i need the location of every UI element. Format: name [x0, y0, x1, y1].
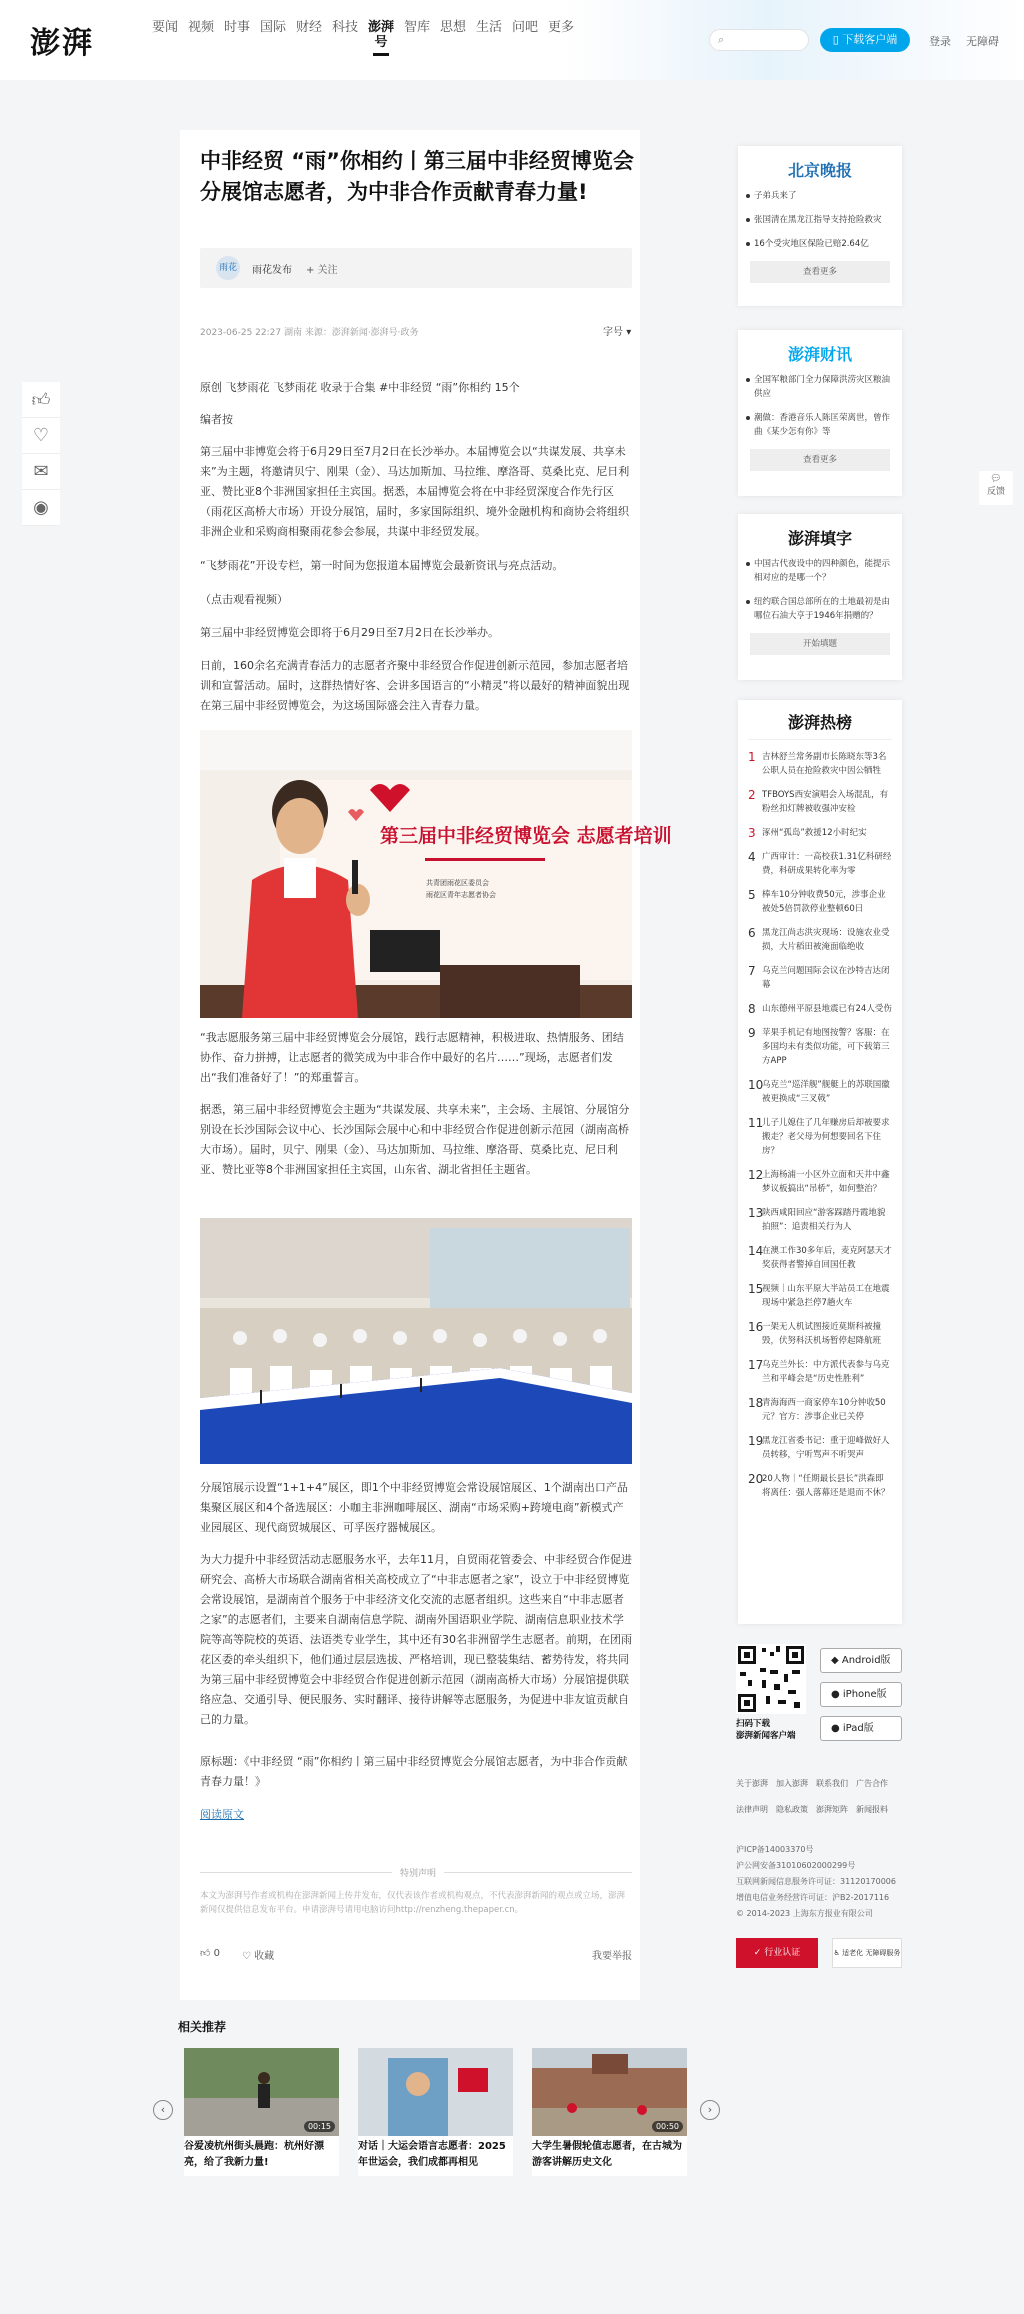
hot-item[interactable]: 3 涿州“孤岛”救援12小时纪实 [748, 826, 867, 840]
footer-link[interactable]: 新闻报料 [856, 1805, 888, 1814]
hot-item[interactable]: 7 乌克兰问题国际会议在沙特吉达闭幕 [748, 964, 890, 990]
avatar[interactable]: 雨花 [216, 256, 240, 280]
start-puzzle-button[interactable]: 开始填题 [750, 633, 890, 655]
hot-item[interactable]: 15 视频｜山东平原大半站员工在地震现场中紧急拦停7趟火车 [748, 1282, 890, 1308]
main-nav [152, 20, 584, 56]
hot-item[interactable]: 16 一架无人机试图接近莫斯科被撞毁，伏努科沃机场暂停起降航班 [748, 1320, 882, 1346]
card-item[interactable]: 中国古代夜设中的四种颜色，能提示相对应的是哪一个？ [746, 557, 894, 585]
paragraph: “飞梦雨花”开设专栏，第一时间为您报道本届博览会最新资讯与亮点活动。 [200, 559, 564, 572]
paragraph: 原创 飞梦雨花 飞梦雨花 收录于合集 #中非经贸 “雨”你相约 15个 [200, 381, 520, 394]
hot-item[interactable]: 4 广西审计：一高校获1.31亿科研经费，科研成果转化率为零 [748, 850, 892, 876]
nav-item[interactable]: 生活 [476, 20, 503, 35]
hot-item[interactable]: 20 20人物｜“任期最长县长”洪森即将离任：强人落幕还是退而不休？ [748, 1472, 890, 1498]
hot-item[interactable]: 1 吉林舒兰常务副市长陈晓东等3名公职人员在抢险救灾中因公牺牲 [748, 750, 887, 776]
nav-item[interactable]: 视频 [188, 20, 215, 35]
card-item[interactable]: 潮做：香港音乐人陈匡荣离世，曾作曲《某少怎有你》等 [746, 411, 894, 439]
footer-link[interactable]: 法律声明 [736, 1805, 768, 1814]
footer-link[interactable]: 联系我们 [816, 1779, 848, 1788]
industry-cert-badge[interactable]: ✓ 行业认证 [736, 1938, 818, 1968]
training-photo [200, 730, 672, 1018]
related-image [184, 2048, 339, 2136]
card-logo[interactable]: 北京晚报 [787, 161, 852, 180]
search-icon: ⌕ [718, 33, 725, 46]
accessibility-link[interactable]: 无障碍 [966, 35, 999, 48]
hot-item[interactable]: 5 棒车10分钟收费50元，涉事企业被处5倍罚款停业整顿60日 [748, 888, 886, 914]
related-caption: 对话｜大运会语言志愿者：2025年世运会，我们成都再相见 [358, 2141, 506, 2168]
footer-link[interactable]: 广告合作 [856, 1779, 888, 1788]
weibo-icon[interactable]: ◉ [22, 490, 60, 526]
nav-item[interactable]: 问吧 [512, 20, 539, 35]
hot-item[interactable]: 9 苹果手机记有地图按警？客服：在多国均未有类似功能，可下载第三方APP [748, 1026, 890, 1066]
qr-code [736, 1644, 806, 1714]
hot-list [738, 700, 902, 1624]
sidebar-card-crossword [738, 514, 902, 680]
paragraph: 日前，160余名充满青春活力的志愿者齐聚中非经贸合作促进创新示范园，参加志愿者培训和宣誓活动。届时，这群热情好客、会讲多国语言的“小精灵”将以最好的精神面貌出现在第三届中非经贸博览会，为这场国际盛会注入青春力量。 [200, 659, 630, 712]
report-link[interactable]: 我要举报 [592, 1951, 632, 1962]
like-button[interactable]: 👍︎ 0 [200, 1948, 221, 1959]
card-logo[interactable]: 澎湃填字 [787, 529, 852, 548]
card-item[interactable]: 全国军粮部门全力保障洪涝灾区粮油供应 [746, 373, 894, 401]
related-caption: 大学生暑假轮值志愿者，在古城为游客讲解历史文化 [532, 2141, 682, 2168]
heart-icon: ♡ [242, 1951, 255, 1962]
related-title: 相关推荐 [178, 2020, 227, 2034]
article-image-classroom [200, 1218, 632, 1464]
see-more-button[interactable]: 查看更多 [750, 261, 890, 283]
article-title: 中非经贸 “雨”你相约丨第三届中非经贸博览会分展馆志愿者，为中非合作贡献青春力量! [200, 149, 634, 204]
hot-item[interactable]: 17 乌克兰外长：中方派代表参与乌克兰和平峰会是“历史性胜利” [748, 1358, 890, 1384]
related-card[interactable] [358, 2048, 513, 2176]
heart-icon[interactable]: ♡ [22, 418, 60, 454]
hot-item[interactable]: 19 黑龙江省委书记：重于迎峰做好人员转移，宁听骂声不听哭声 [748, 1434, 890, 1460]
wheelchair-icon: ♿ [833, 1949, 843, 1957]
hot-item[interactable]: 2 TFBOYS西安演唱会入场混乱，有粉丝扣灯牌被收强冲安检 [748, 788, 889, 814]
footer-links [736, 1778, 906, 1789]
nav-item[interactable]: 要闻 [152, 20, 179, 35]
feedback-button[interactable]: 💬︎ 反馈 [979, 471, 1013, 505]
related-card[interactable] [184, 2048, 339, 2176]
paragraph: 原标题：《中非经贸 “雨”你相约丨第三届中非经贸博览会分展馆志愿者，为中非合作贡献青春力量！》 [200, 1755, 628, 1788]
nav-item-active[interactable]: 澎湃号 [368, 20, 394, 56]
svg-text:共青团雨花区委员会: 共青团雨花区委员会 [426, 879, 489, 887]
share-column [22, 382, 60, 526]
related-image [358, 2048, 513, 2136]
hot-item[interactable]: 11 儿子儿媳住了几年赚房后却被要求搬走？老父母为何想要回名下住房？ [748, 1116, 890, 1156]
hot-item[interactable]: 6 黑龙江尚志洪灾现场：设施农业受损，大片稻田被淹面临绝收 [748, 926, 890, 952]
card-item[interactable]: 张国清在黑龙江指导支持抢险救灾 [746, 213, 894, 227]
card-item[interactable]: 纽约联合国总部所在的土地最初是由哪位石油大亨于1946年捐赠的？ [746, 595, 894, 623]
collect-button[interactable]: ♡ 收藏 [242, 1951, 275, 1962]
card-logo[interactable]: 澎湃财讯 [787, 345, 852, 364]
related-image [532, 2048, 687, 2136]
thumb-up-icon: 👍︎ [200, 1948, 214, 1959]
nav-item[interactable]: 智库 [404, 20, 431, 35]
chat-icon: 💬︎ [990, 474, 1002, 484]
paragraph: （点击观看视频） [200, 593, 288, 606]
apple-icon: ● [831, 1723, 843, 1734]
paragraph: 为大力提升中非经贸活动志愿服务水平，去年11月，自贸雨花管委会、中非经贸合作促进研究会、高桥大市场联合湖南省相关高校成立了“中非志愿者之家”，设立于中非经贸博览会常设展馆，是湖南首个服务于中非经济文化交流的志愿者组织。这些来自“中非志愿者之家”的志愿者们，主要来自湖南信息学院、湖南外国语职业学院、湖南信息职业技术学院等高等院校的英语、法语类专业学生，其中还有30名非洲留学生志愿者。前期，在团雨花区委的牵头组织下，他们通过层层选拔、严格培训，现已整装集结、蓄势待发，将共同为第三届中非经贸博览会中非经贸合作促进创新示范园（湖南高桥大市场）分展馆提供联络应急、交通引导、便民服务、实时翻译、接待讲解等志愿服务，为促进中非友谊贡献自己的力量。 [200, 1553, 632, 1726]
paragraph: 据悉，第三届中非经贸博览会主题为“共谋发展、共享未来”，主会场、主展馆、分展馆分别设在长沙国际会议中心、长沙国际会展中心和中非经贸合作促进创新示范园（湖南高桥大市场）。届时，贝宁、刚果（金）、马达加斯加、马拉维、摩洛哥、莫桑比克、尼日利亚、赞比亚等8个非洲国家担任主宾国，山东省、湖北省担任主题省。 [200, 1103, 630, 1176]
hot-item[interactable]: 8 山东德州平原县地震已有24人受伤 [748, 1002, 892, 1016]
footer-link[interactable]: 关于澎湃 [736, 1779, 768, 1788]
paragraph: “我志愿服务第三届中非经贸博览会分展馆，践行志愿精神，积极进取、热情服务、团结协作、奋力拼搏，让志愿者的微笑成为中非合作中最好的名片……”现场，志愿者们发出“我们准备好了！”的郑重誓言。 [200, 1031, 624, 1084]
login-link[interactable]: 登录 [929, 35, 951, 48]
see-more-button[interactable]: 查看更多 [750, 449, 890, 471]
declaration-title: 特别声明 [392, 1866, 444, 1879]
phone-icon: ▯ [832, 33, 843, 46]
svg-text:雨花区青年志愿者协会: 雨花区青年志愿者协会 [426, 891, 496, 899]
footer-link[interactable]: 加入澎湃 [776, 1779, 808, 1788]
font-size-select[interactable]: 字号 ▾ [603, 327, 632, 338]
hot-item[interactable]: 10 乌克兰“巡洋舰”舰艇上的苏联国徽被更换成“三叉戟” [748, 1078, 890, 1104]
paragraph: 编者按 [200, 413, 233, 426]
sidebar-card-wanbao [738, 146, 902, 306]
svg-text:第三届中非经贸博览会 志愿者培训: 第三届中非经贸博览会 志愿者培训 [380, 825, 672, 847]
sidebar-card-caixun [738, 330, 902, 496]
read-original-link[interactable]: 阅读原文 [200, 1808, 244, 1821]
author-box [200, 248, 632, 288]
classroom-photo [200, 1218, 632, 1464]
paragraph: 分展馆展示设置“1+1+4”展区，即1个中非经贸博览会常设展馆展区、1个湖南出口产品集聚区展区和4个备选展区：小咖主非洲咖啡展区、湖南“市场采购+跨境电商”新模式产业园展区、现代商贸城展区、可孚医疗器械展区。 [200, 1481, 628, 1534]
related-caption: 谷爱凌杭州街头晨跑：杭州好漂亮，给了我新力量! [184, 2141, 324, 2168]
article-meta: 2023-06-25 22:27 湖南 来源：澎湃新闻·澎湃号·政务 [200, 328, 419, 338]
video-duration: 00:15 [304, 2121, 335, 2132]
footer-link[interactable]: 隐私政策 [776, 1805, 808, 1814]
nav-item[interactable]: 国际 [260, 20, 287, 35]
card-item[interactable]: 子弟兵来了 [746, 189, 894, 203]
card-item[interactable]: 16个受灾地区保险已赔2.64亿 [746, 237, 894, 251]
nav-item[interactable]: 科技 [332, 20, 359, 35]
hot-list-logo[interactable]: 澎湃热榜 [748, 700, 892, 740]
hot-item[interactable]: 13 陕西咸阳回应“游客踩踏丹霞地貌拍照”：追责相关行为人 [748, 1206, 886, 1232]
android-download-button[interactable]: ◆ Android版 [820, 1648, 902, 1673]
hot-item[interactable]: 14 在澳工作30多年后，麦克阿瑟天才奖获得者警掉自回国任教 [748, 1244, 892, 1270]
chevron-right-icon[interactable]: › [700, 2100, 720, 2120]
caret-down-icon: ▾ [626, 327, 632, 338]
declaration-text: 本文为澎湃号作者或机构在澎湃新闻上传并发布，仅代表该作者或机构观点，不代表澎湃新闻的观点或立场，澎湃新闻仅提供信息发布平台。申请澎湃号请用电脑访问http://renzheng.thepaper.cn。 [200, 1891, 626, 1915]
thumb-up-icon[interactable]: 👍︎ [22, 382, 60, 418]
search-input[interactable] [709, 29, 809, 51]
author-name[interactable]: 雨花发布 [252, 265, 292, 276]
ipad-download-button[interactable]: ● iPad版 [820, 1716, 902, 1741]
accessibility-badge[interactable]: ♿ 适老化 无障碍服务 [832, 1938, 902, 1968]
android-icon: ◆ [831, 1655, 842, 1666]
qr-caption: 扫码下载 澎湃新闻客户端 [736, 1719, 796, 1741]
hot-item[interactable]: 18 青海海西一商家停车10分钟收50元？官方：涉事企业已关停 [748, 1396, 886, 1422]
follow-button[interactable]: + 关注 [306, 265, 338, 276]
paragraph: 第三届中非经贸博览会即将于6月29日至7月2日在长沙举办。 [200, 626, 499, 639]
apple-icon: ● [831, 1689, 843, 1700]
iphone-download-button[interactable]: ● iPhone版 [820, 1682, 902, 1707]
download-app-button[interactable]: ▯ 下载客户端 [820, 28, 910, 52]
paragraph: 第三届中非博览会将于6月29日至7月2日在长沙举办。本届博览会以“共谋发展、共享未来”为主题，将邀请贝宁、刚果（金）、马达加斯加、马拉维、摩洛哥、莫桑比克、尼日利亚、赞比亚8个非洲国家担任主宾国。据悉，本届博览会将在中非经贸深度合作先行区（雨花区高桥大市场）开设分展馆，届时，多家国际组织、境外金融机构和商协会将组织非洲企业和采购商相聚雨花参会参展，共谋中非经贸发展。 [200, 445, 630, 538]
shield-icon: ✓ [753, 1948, 765, 1958]
nav-item[interactable]: 更多 [548, 20, 575, 35]
article-image-training [200, 730, 672, 1018]
footer-links [736, 1804, 906, 1815]
wechat-icon[interactable]: ✉ [22, 454, 60, 490]
site-logo[interactable]: 澎湃 [30, 26, 94, 61]
related-card[interactable] [532, 2048, 687, 2176]
footer-info: 沪ICP备14003370号 沪公网安备31010602000299号 互联网新闻信息服务许可证：31120170006 增值电信业务经营许可证：沪B2-2017116 © 2014-2023 上海东方报业有限公司 [736, 1845, 896, 1918]
nav-item[interactable]: 财经 [296, 20, 323, 35]
hot-item[interactable]: 12 上海杨浦一小区外立面和天井中鑫梦议板搞出“吊桥”，如何整治？ [748, 1168, 890, 1194]
chevron-left-icon[interactable]: ‹ [153, 2100, 173, 2120]
nav-item[interactable]: 思想 [440, 20, 467, 35]
nav-item[interactable]: 时事 [224, 20, 251, 35]
video-duration: 00:50 [652, 2121, 683, 2132]
footer-link[interactable]: 澎湃矩阵 [816, 1805, 848, 1814]
